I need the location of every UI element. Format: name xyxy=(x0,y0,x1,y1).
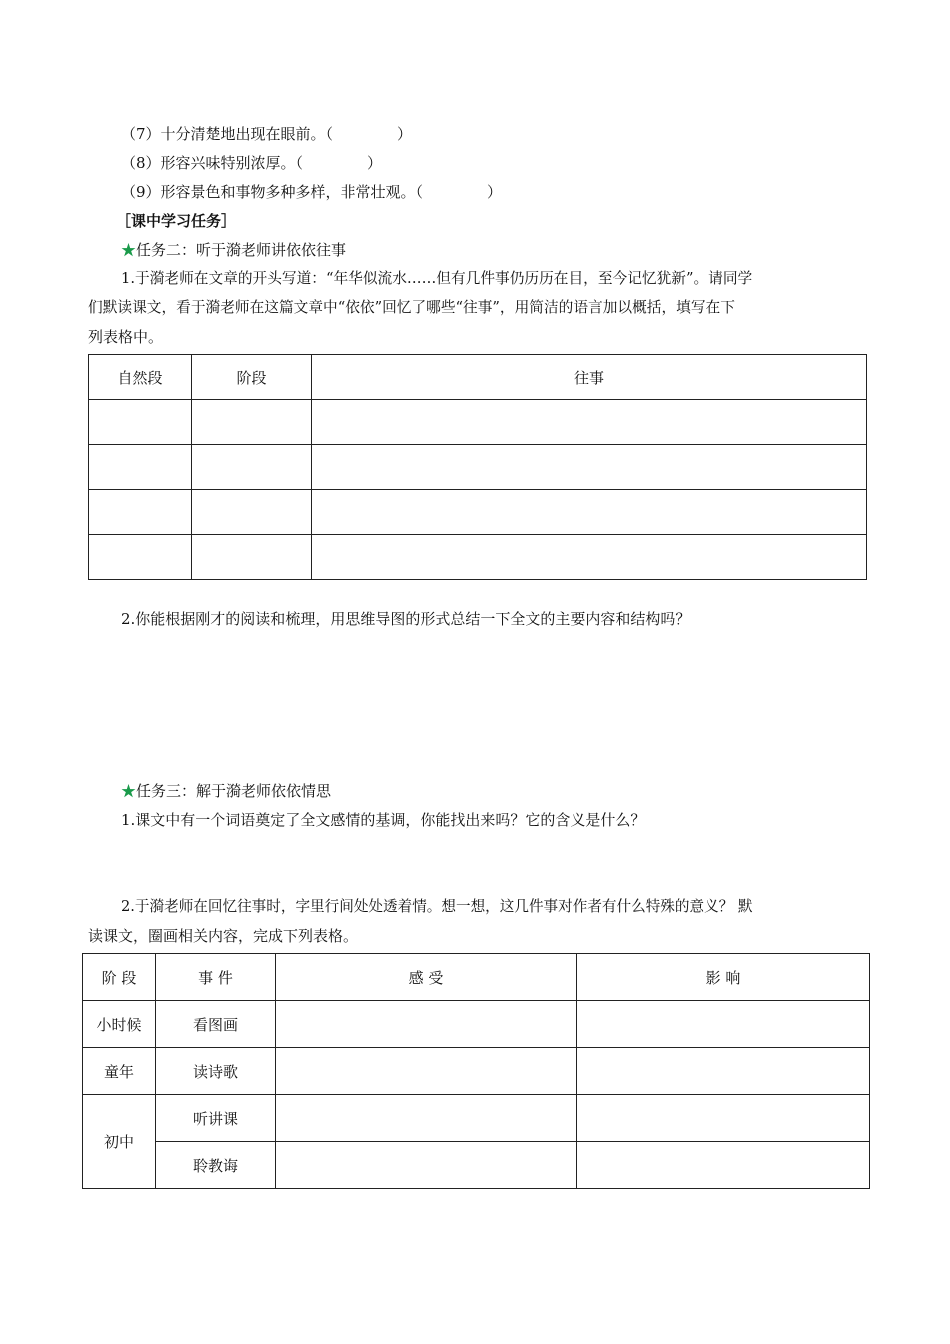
table-cell[interactable] xyxy=(312,490,867,535)
table-cell[interactable] xyxy=(577,1095,870,1142)
task-three-heading: ★任务三：解于漪老师依依情思 xyxy=(121,782,332,800)
event-cell: 看图画 xyxy=(156,1001,276,1048)
table-cell[interactable] xyxy=(577,1142,870,1189)
task-two-q1-line3: 列表格中。 xyxy=(88,328,164,346)
table-cell[interactable] xyxy=(312,535,867,580)
table-cell[interactable] xyxy=(89,490,192,535)
stage-cell: 小时候 xyxy=(83,1001,156,1048)
stage-cell: 童年 xyxy=(83,1048,156,1095)
star-icon: ★ xyxy=(121,782,137,800)
event-cell: 聆教诲 xyxy=(156,1142,276,1189)
table-cell[interactable] xyxy=(276,1142,577,1189)
header-event: 事 件 xyxy=(156,954,276,1001)
table-cell[interactable] xyxy=(276,1095,577,1142)
header-stage: 阶段 xyxy=(192,355,312,400)
section-title: ［课中学习任务］ xyxy=(116,212,237,230)
table-cell[interactable] xyxy=(276,1001,577,1048)
star-icon: ★ xyxy=(121,241,137,259)
event-cell: 听讲课 xyxy=(156,1095,276,1142)
header-event: 往事 xyxy=(312,355,867,400)
task-three-q2-line1: 2.于漪老师在回忆往事时，字里行间处处透着情。想一想，这几件事对作者有什么特殊的意义？ 默 xyxy=(121,898,753,915)
header-feeling: 感 受 xyxy=(276,954,577,1001)
table-cell[interactable] xyxy=(276,1048,577,1095)
event-cell: 读诗歌 xyxy=(156,1048,276,1095)
table-cell[interactable] xyxy=(312,445,867,490)
task-two-q1-line1: 1.于漪老师在文章的开头写道：“年华似流水……但有几件事仍历历在目，至今记忆犹新”。请同学 xyxy=(121,270,753,287)
header-influence: 影 响 xyxy=(577,954,870,1001)
question-item-8: （8）形容兴味特别浓厚。（ ） xyxy=(121,154,383,172)
question-item-9: （9）形容景色和事物多种多样，非常壮观。（ ） xyxy=(121,183,503,201)
recollection-table xyxy=(88,354,867,580)
header-paragraph: 自然段 xyxy=(89,355,192,400)
header-stage: 阶 段 xyxy=(83,954,156,1001)
question-item-7: （7）十分清楚地出现在眼前。（ ） xyxy=(121,125,413,143)
stage-cell: 初中 xyxy=(83,1095,156,1189)
table-cell[interactable] xyxy=(89,445,192,490)
task-three-q1: 1.课文中有一个词语奠定了全文感情的基调，你能找出来吗？它的含义是什么？ xyxy=(121,811,646,829)
table-cell[interactable] xyxy=(192,400,312,445)
table-cell[interactable] xyxy=(577,1001,870,1048)
table-cell[interactable] xyxy=(89,400,192,445)
table-cell[interactable] xyxy=(192,535,312,580)
table-cell[interactable] xyxy=(192,490,312,535)
significance-table xyxy=(82,953,870,1189)
table-cell[interactable] xyxy=(312,400,867,445)
table-cell[interactable] xyxy=(577,1048,870,1095)
task-three-q2-line2: 读课文，圈画相关内容，完成下列表格。 xyxy=(88,927,359,945)
table-cell[interactable] xyxy=(192,445,312,490)
task-two-q1-line2: 们默读课文，看于漪老师在这篇文章中“依依”回忆了哪些“往事”，用简洁的语言加以概括，填写在下 xyxy=(88,299,735,316)
task-two-heading: ★任务二：听于漪老师讲依依往事 xyxy=(121,241,347,259)
table-cell[interactable] xyxy=(89,535,192,580)
task-two-q2: 2.你能根据刚才的阅读和梳理，用思维导图的形式总结一下全文的主要内容和结构吗？ xyxy=(121,610,691,628)
